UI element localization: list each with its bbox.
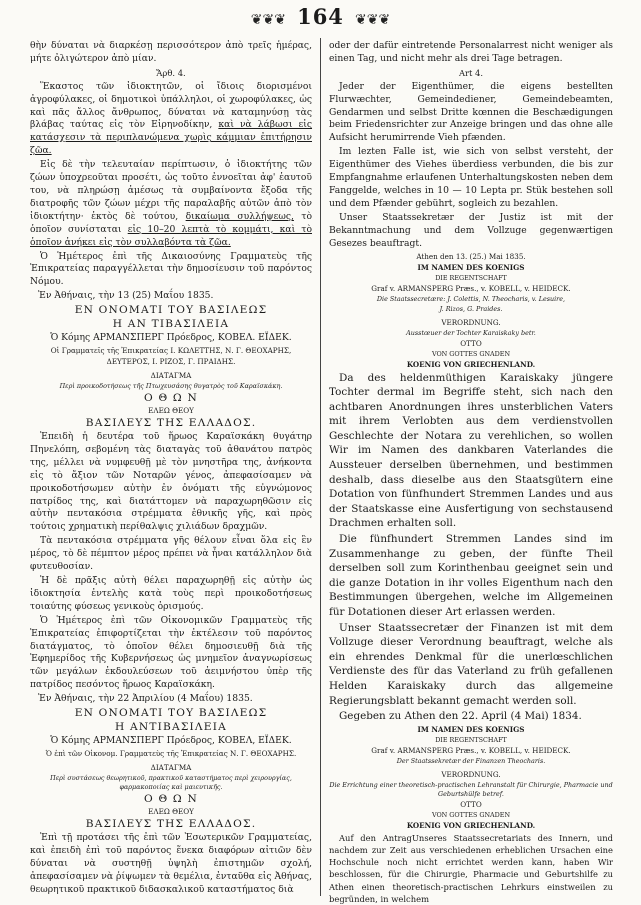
decree-subject: Ausstœuer der Tochter Karaiskaky betr. xyxy=(406,328,536,337)
heading: IM NAMEN DES KOENIGS xyxy=(417,262,525,272)
greek-column xyxy=(30,40,312,896)
king-title: ΒΑΣΙΛΕΥΣ ΤΗΣ ΕΛΛΑΔΟΣ. xyxy=(85,417,257,430)
heading: ΕΝ ΟΝΟΜΑΤΙ ΤΟΥ ΒΑΣΙΛΕΩΣ xyxy=(74,304,268,317)
paragraph: Unser Staatssekretær der Justiz ist mit der Bekanntmachung und dem Vollzuge gegenwærtigen Gesezes beauftragt. xyxy=(329,211,613,249)
date-line: Ἐν Ἀθήναις, τὴν 13 (25) Μαΐου 1835. xyxy=(38,290,214,302)
article-heading: Art 4. xyxy=(458,67,484,78)
regency-line: Graf v. ARMANSPERG Præs., v. KOBELL, v. HEIDECK. xyxy=(371,283,571,293)
underlined-text: εἰς 10–20 λεπτὰ τὸ κομμάτι, καὶ τὸ ὁποῖον ἀνήκει εἰς τὸν συλλαβόντα τὰ ζῶα. xyxy=(30,223,312,248)
king-name: OTTO xyxy=(460,799,482,809)
king-title: KOENIG VON GRIECHENLAND. xyxy=(406,820,536,830)
king-name: Ο Θ Ω Ν xyxy=(144,792,198,805)
paragraph: Ὁ Ἡμέτερος ἐπὶ τῶν Οἰκονομικῶν Γραμματεὺς τῆς Ἐπικρατείας ἐπιφορτίζεται τὴν ἐκτέλεσιν τοῦ παρόντος διατάγματος, τὸ ὁποῖον θέλει δημοσιευθῇ διὰ τῆς Ἐφημερίδος τῆς Κυβερνήσεως ὡς μνημεῖον ἀναγνωρίσεως τῶν μεγάλων ἐκδουλεύσεων τοῦ ἀειμνήστου ὑπὲρ τῆς πατρίδος πεσόντος ἥρωος Καραϊσκάκη. xyxy=(30,614,312,691)
decree-subject: Περὶ προικοδοτήσεως τῆς Πτωχευσάσης θυγατρὸς τοῦ Καραϊσκάκη. xyxy=(59,382,283,391)
secretaries-line: ΔΕΥΤΕΡΟΣ, Ι. ΡΙΖΟΣ, Γ. ΠΡΑΙΔΗΣ. xyxy=(106,357,236,367)
regentschaft-line: DIE REGENTSCHAFT xyxy=(435,273,507,282)
decree-title: ΔΙΑΤΑΓΜΑ xyxy=(150,762,192,772)
regency-line: Ὁ Κόμης ΑΡΜΑΝΣΠΕΡΓ Πρόεδρος, ΚΟΒΕΛ. ΕΪΔΕΚ. xyxy=(50,332,292,344)
king-title: ΒΑΣΙΛΕΥΣ ΤΗΣ ΕΛΛΑΔΟΣ. xyxy=(85,817,257,830)
secretaries-line: Der Staatssekretær der Finanzen Theocharis. xyxy=(396,756,546,765)
date-line: Athen den 13. (25.) Mai 1835. xyxy=(416,251,526,261)
ornament-right: ❦❦❦ xyxy=(355,12,391,28)
decree-title: VERORDNUNG. xyxy=(441,317,501,327)
underlined-text: καὶ νὰ λάβωσι εἰς κατάσχεσιν τὰ περιπλανώμενα χωρὶς κάμμιαν ἐπιτήρησιν ζῶα. xyxy=(30,119,313,157)
decree-title: ΔΙΑΤΑΓΜΑ xyxy=(150,371,192,381)
decree-title: VERORDNUNG. xyxy=(441,769,501,779)
paragraph: Ἕκαστος τῶν ἰδιοκτητῶν, οἱ ἴδιοις διορισμένοι ἀγροφύλακες, οἱ δημοτικοὶ ὑπάλληλοι, οἱ χωροφύλακες, ὡς καὶ πᾶς ἄλλος ἄνθρωπος, δύναται νὰ καταμηνύσῃ τὰς βλάβας ταύτας εἰς τὸν Εἰρηνοδίκην, καὶ νὰ λάβωσι εἰς κατάσχεσιν τὰ περιπλανώμενα χωρὶς κάμμιαν ἐπιτήρησιν ζῶα. xyxy=(30,80,313,157)
heading: Η ΑΝ ΤΙΒΑΣΙΛΕΙΑ xyxy=(112,318,230,331)
grace-line: ΕΛΕΩ ΘΕΟΥ xyxy=(148,406,194,416)
paragraph: Ἐπὶ τῇ προτάσει τῆς ἐπὶ τῶν Ἐσωτερικῶν Γραμματείας, καὶ ἐπειδὴ ἐπὶ τοῦ παρόντος ἕνεκα διαφόρων αἰτιῶν δὲν δύναται νὰ συστηθῇ ὑψηλὴ ἐπιστημῶν σχολή, ἀπεφασίσαμεν νὰ ῥίψωμεν τὰ θεμέλια, ἐνταῦθα εἰς Ἀθήνας, θεωρητικοῦ πρακτικοῦ διδασκαλικοῦ καταστήματος διὰ xyxy=(30,831,312,895)
grace-line: VON GOTTES GNADEN xyxy=(431,349,511,358)
paragraph: Im lezten Falle ist, wie sich von selbst versteht, der Eigenthümer des Viehes überdiess verbunden, die bis zur Empfangnahme erlaufenen Unterhaltungskosten neben dem Fanggelde, welches in 10 — 10 Lepta pr. Stük bestehen soll und dem Pfænder gebührt, sogleich zu bezahlen. xyxy=(329,146,613,209)
regency-line: Graf v. ARMANSPERG Præs., v. KOBELL, v. HEIDECK. xyxy=(371,745,571,755)
paragraph: Unser Staatssecretær der Finanzen ist mit dem Vollzuge dieser Verordnung beauftragt, welche als ein ehrendes Denkmal für die unerlœschlichen Verdienste des für das Vaterland zu früh gefallenen Helden Karaiskaky durch das allgemeine Regierungsblatt bekannt gemacht werden soll. xyxy=(329,621,613,707)
page-header xyxy=(0,4,641,30)
heading: Η ΑΝΤΙΒΑΣΙΛΕΙΑ xyxy=(115,721,227,734)
paragraph: Die fünfhundert Stremmen Landes sind im Zusammenhange zu geben, der fünfte Theil derselben soll zum Korinthenbau geeignet sein und die ganze Dotation in ihr volles Eigenthum nach den Bestimmungen übergehen, welche im Allgemeinen für Dotationen dieser Art erlassen werden. xyxy=(329,533,613,618)
secretaries-line: J. Rizos, G. Praides. xyxy=(439,304,503,313)
decree-subject: Die Errichtung einer theoretisch-practischen Lehranstalt für Chirurgie, Pharmacie und Geburtshülfe betref. xyxy=(329,780,613,798)
paragraph: Ἡ δὲ πρᾶξις αὐτὴ θέλει παραχωρηθῇ εἰς αὐτὴν ὡς ἰδιοκτησία ἐντελὴς κατὰ τοὺς περὶ προικοδοτήσεως τοιαύτης φύσεως γενικοὺς ὁρισμούς. xyxy=(30,575,312,612)
paragraph: Ὁ Ἡμέτερος ἐπὶ τῆς Δικαιοσύνης Γραμματεὺς τῆς Ἐπικρατείας παραγγέλλεται τὴν δημοσίευσιν τοῦ παρόντος Νόμου. xyxy=(30,250,312,288)
column-divider xyxy=(320,38,321,896)
paragraph: Ἐπειδὴ ἡ δευτέρα τοῦ ἥρωος Καραϊσκάκη θυγάτηρ Πηνελόπη, σεβομένη τὰς διαταγὰς τοῦ ἀθανάτου πατρὸς της, μέλλει νὰ νυμφευθῇ μὲ τὸν μνηστῆρα της, ἀνήκοντα εἰς τὸ ἄξιον τῶν Νοταρῶν γένος, ἀπεφασίσαμεν νὰ προικοδοτήσωμεν αὐτὴν ἐν ὀνόματι τῆς εὐγνώμονος πατρίδος της, καὶ διατάττομεν νὰ παραχωρηθῶσιν εἰς αὐτὴν πεντακόσια στρέμματα ἐθνικῆς γῆς, καὶ πρὸς τούτοις χρηματικὴ περίθαλψις χιλιάδων δραχμῶν. xyxy=(30,431,312,533)
date-line: Ἐν Ἀθήναις, τὴν 22 Ἀπριλίου (4 Μαΐου) 1835. xyxy=(38,693,253,705)
secretaries-line: Die Staatssecretære: J. Colettis, N. Theocharis, v. Lesuire, xyxy=(376,294,566,303)
article-heading: Ἄρθ. 4. xyxy=(156,67,186,78)
german-column xyxy=(329,40,613,904)
paragraph: Τὰ πεντακόσια στρέμματα γῆς θέλουν εἶναι ὅλα εἰς ἓν μέρος, τὸ δὲ πέμπτον μέρος πρέπει νὰ ἦναι κατάλληλον διὰ φυτευθοσίαν. xyxy=(30,535,312,573)
grace-line: ΕΛΕΩ ΘΕΟΥ xyxy=(148,806,194,816)
secretaries-line: Ὁ ἐπὶ τῶν Οἰκονομ. Γραμματεὺς τῆς Ἐπικρατείας Ν. Γ. ΘΕΟΧΑΡΗΣ. xyxy=(45,748,297,758)
ornament-left: ❦❦❦ xyxy=(250,12,286,28)
grace-line: VON GOTTES GNADEN xyxy=(431,810,511,819)
page-number: 164 xyxy=(297,4,344,29)
paragraph: Auf den AntragUnseres Staatssecretariats des Innern, und nachdem zur Zeit aus verschiedenen erheblichen Ursachen eine Hochschule noch nicht errichtet werden kann, haben Wir beschlossen, für die Chirurgie, Pharmacie und Geburtshilfe zu Athen einen theoretisch-practischen Lehrkurs einstweilen zu begründen, in welchem xyxy=(329,832,613,904)
date-line: Gegeben zu Athen den 22. April (4 Mai) 1834. xyxy=(339,710,582,723)
king-name: OTTO xyxy=(460,338,482,348)
regency-line: Ὁ Κόμης ΑΡΜΑΝΣΠΕΡΓ Πρόεδρος, ΚΟΒΕΛ, ΕΪΔΕΚ. xyxy=(50,735,292,747)
king-title: KOENIG VON GRIECHENLAND. xyxy=(406,359,536,369)
paragraph: θὴν δύναται νὰ διαρκέσῃ περισσότερον ἀπὸ τρεῖς ἡμέρας, μήτε ὀλιγώτερον ἀπὸ μίαν. xyxy=(30,40,312,64)
heading: ΕΝ ΟΝΟΜΑΤΙ ΤΟΥ ΒΑΣΙΛΕΩΣ xyxy=(74,707,268,720)
paragraph: Da des heldenmüthigen Karaiskaky jüngere Tochter dermal im Begriffe steht, sich nach den achtbaren Anordnungen ihres unsterblichen Vaters mit ihrem Verlobten aus dem verdienstvollen Geschlechte der Notara zu verehlichen, so wollen Wir im Namen des dankbaren Vaterlandes die Aussteuer derselben übernehmen, und bestimmen deshalb, dass dieselbe aus den Staatsgütern eine Dotation von fünfhundert Stremmen Landes und aus der Staatskasse eine Ausfertigung von sechstausend Drachmen erhalten soll. xyxy=(329,371,613,530)
paragraph: Εἰς δὲ τὴν τελευταίαν περίπτωσιν, ὁ ἰδιοκτήτης τῶν ζώων ὑποχρεοῦται προσέτι, ὡς τοῦτο ἐννοεῖται ἀφ' ἑαυτοῦ του, νὰ πληρώσῃ ἀμέσως τὰ συμβαίνοντα ἔξοδα τῆς διατροφῆς τῶν ζώων μέχρι τῆς παραλαβῆς αὐτῶν ἀπὸ τὸν ἰδιοκτήτην· ἐκτὸς δὲ τούτου, δικαίωμα συλλήψεως, τὸ ὁποῖον συνίσταται εἰς 10–20 λεπτὰ τὸ κομμάτι, καὶ τὸ ὁποῖον ἀνήκει εἰς τὸν συλλαβόντα τὰ ζῶα. xyxy=(30,159,312,248)
underlined-text: δικαίωμα συλλήψεως, xyxy=(185,210,294,222)
king-name: Ο Θ Ω Ν xyxy=(144,392,198,405)
heading: IM NAMEN DES KOENIGS xyxy=(417,724,525,734)
paragraph: oder der dafür eintretende Personalarrest nicht weniger als einen Tag, und nicht mehr als drei Tage betragen. xyxy=(329,40,613,64)
regentschaft-line: DIE REGENTSCHAFT xyxy=(435,735,507,744)
paragraph: Jeder der Eigenthümer, die eigens bestellten Flurwæchter, Gemeindediener, Gemeindebeamten, Gendarmen und selbst Dritte kœnnen die Beschædigungen beim Friedensrichter zur Anzeige bringen und das ohne alle Aufsicht herumirrende Vieh pfænden. xyxy=(329,80,613,144)
decree-subject: Περὶ συστάσεως θεωρητικοῦ, πρακτικοῦ καταστήματος περὶ χειρουργίας, φαρμακοποιίας καὶ μαιευτικῆς. xyxy=(50,773,292,791)
secretaries-line: Οἱ Γραμματεῖς τῆς Ἐπικρατείας Ι. ΚΩΛΕΤΤΗΣ, Ν. Γ. ΘΕΟΧΑΡΗΣ, xyxy=(50,346,292,356)
